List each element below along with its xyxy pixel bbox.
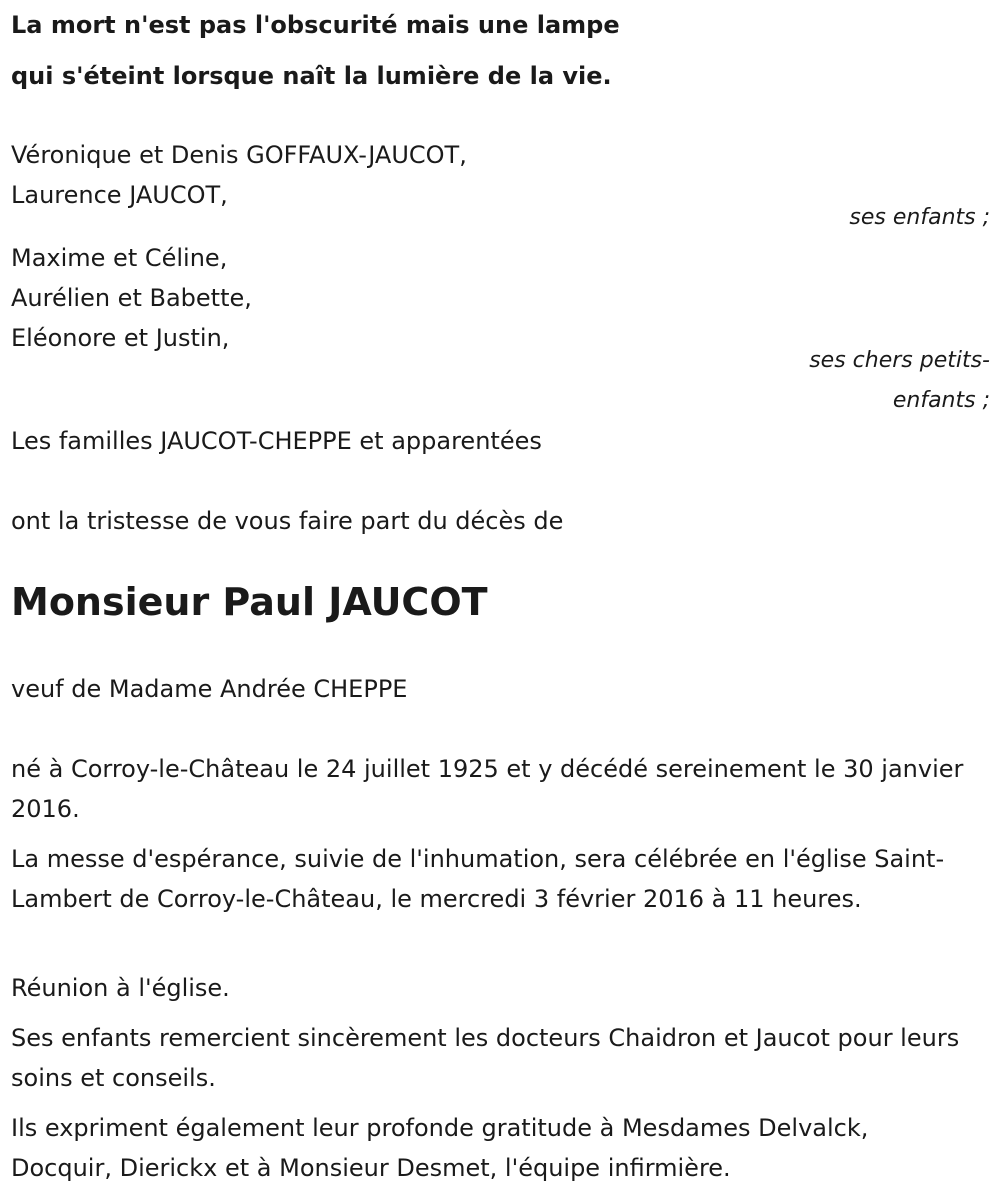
widower-line: veuf de Madame Andrée CHEPPE bbox=[11, 675, 408, 703]
child-name: Véronique et Denis GOFFAUX-JAUCOT, bbox=[11, 141, 467, 169]
child-name: Laurence JAUCOT, bbox=[11, 181, 228, 209]
announcement-line: ont la tristesse de vous faire part du décès de bbox=[11, 507, 564, 535]
grandchild-name: Maxime et Céline, bbox=[11, 244, 228, 272]
quote-line-1: La mort n'est pas l'obscurité mais une lampe bbox=[11, 11, 620, 39]
grandchild-name: Aurélien et Babette, bbox=[11, 284, 252, 312]
grandchildren-role-line-2: enfants ; bbox=[892, 388, 990, 413]
thanks-staff-paragraph: Ils expriment également leur profonde gratitude à Mesdames Delvalck, Docquir, Dierickx et à Monsieur Desmet, l'équipe infirmière. bbox=[11, 1114, 869, 1182]
quote-line-2: qui s'éteint lorsque naît la lumière de la vie. bbox=[11, 62, 612, 90]
children-role: ses enfants ; bbox=[849, 205, 990, 230]
mass-paragraph: La messe d'espérance, suivie de l'inhumation, sera célébrée en l'église Saint-Lambert de Corroy-le-Château, le mercredi 3 février 2016 à 11 heures. bbox=[11, 845, 945, 913]
grandchildren-role-line-1: ses chers petits- bbox=[809, 348, 990, 373]
meeting-paragraph: Réunion à l'église. bbox=[11, 974, 230, 1002]
grandchild-name: Eléonore et Justin, bbox=[11, 324, 230, 352]
families-line: Les familles JAUCOT-CHEPPE et apparentées bbox=[11, 427, 542, 455]
deceased-name: Monsieur Paul JAUCOT bbox=[11, 580, 488, 624]
birth-death-paragraph: né à Corroy-le-Château le 24 juillet 1925 et y décédé sereinement le 30 janvier 2016. bbox=[11, 755, 964, 823]
thanks-doctors-paragraph: Ses enfants remercient sincèrement les docteurs Chaidron et Jaucot pour leurs soins et conseils. bbox=[11, 1024, 960, 1092]
